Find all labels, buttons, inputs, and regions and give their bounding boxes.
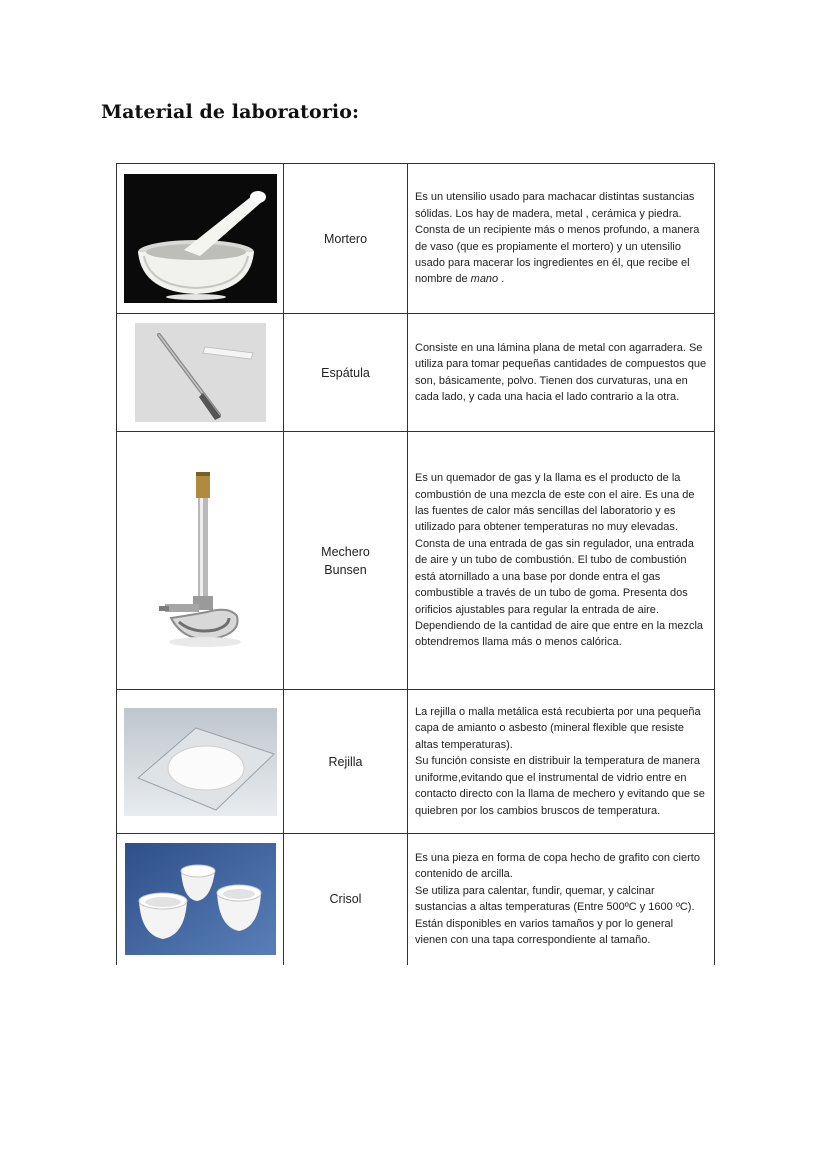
material-name-cell	[284, 690, 408, 834]
table-row	[117, 432, 715, 690]
lab-materials-table	[116, 163, 715, 965]
description-paragraph: Consta de una entrada de gas sin regulador, una entrada de aire y un tubo de combustión. El tubo de combustión está atornillado a una base por donde entra el gas combustible a través de un tubo de goma. Presenta dos orificios ajustables para regular la entrada de aire. Dependiendo de la cantidad de aire que entre en la mezcla obtendremos llama más o menos calórica.	[415, 537, 704, 649]
image-cell	[117, 834, 284, 965]
crucibles-image	[125, 843, 276, 955]
description-paragraph: Consta de un recipiente más o menos profundo, a manera de vaso (que es propiamente el mortero) y un utensilio usado para macerar los ingredientes en él, que recibe el nombre de mano .	[415, 224, 700, 286]
description-cell	[408, 314, 715, 432]
description-paragraph: Es un quemador de gas y la llama es el producto de la combustión de una mezcla de este con el aire. Es una de las fuentes de calor más sencillas del laboratorio y es utilizado para obtener temperaturas no muy elevadas.	[415, 472, 695, 534]
material-name: Rejilla	[328, 754, 363, 769]
italic-term: mano	[470, 273, 499, 286]
description-paragraph: Es un utensilio usado para machacar distintas sustancias sólidas. Los hay de madera, metal , cerámica y piedra.	[415, 191, 695, 220]
material-name-cell	[284, 834, 408, 965]
material-name: Mortero	[323, 231, 368, 246]
table-row	[117, 834, 715, 965]
material-name-cell	[284, 432, 408, 690]
material-name: Bunsen	[324, 562, 367, 577]
table-row	[117, 690, 715, 834]
spatula-image	[135, 323, 266, 422]
mortar-pestle-image	[124, 174, 277, 303]
material-name-cell	[284, 164, 408, 314]
table-row	[117, 164, 715, 314]
description-paragraph: Es una pieza en forma de copa hecho de grafito con cierto contenido de arcilla.	[415, 852, 700, 881]
description-cell	[408, 834, 715, 965]
material-name: Crisol	[329, 892, 362, 907]
description-paragraph: Su función consiste en distribuir la temperatura de manera uniforme,evitando que el instrumental de vidrio entre en contacto directo con la llama de mechero y evitando que se quiebren por los cambios bruscos de temperatura.	[415, 755, 705, 817]
description-cell	[408, 164, 715, 314]
image-cell	[117, 690, 284, 834]
material-name-cell	[284, 314, 408, 432]
material-name: Espátula	[321, 365, 370, 380]
image-cell	[117, 164, 284, 314]
material-name: Mechero	[321, 544, 370, 559]
description-paragraph: Se utiliza para calentar, fundir, quemar, y calcinar sustancias a altas temperaturas (Entre 500ºC y 1600 ºC). Están disponibles en varios tamaños y por lo general vienen con una tapa correspondiente al tamaño.	[415, 884, 695, 947]
description-paragraph: Consiste en una lámina plana de metal con agarradera. Se utiliza para tomar pequeñas cantidades de compuestos que son, básicamente, polvo. Tienen dos curvaturas, una en cada lado, y cada una hacia el lado contrario a la otra.	[415, 341, 707, 403]
wire-gauze-image	[124, 708, 277, 816]
bunsen-burner-image	[145, 466, 255, 656]
table-row	[117, 314, 715, 432]
description-paragraph: La rejilla o malla metálica está recubierta por una pequeña capa de amianto o asbesto (mineral flexible que resiste altas temperaturas).	[415, 706, 701, 751]
description-cell	[408, 432, 715, 690]
image-cell	[117, 432, 284, 690]
image-cell	[117, 314, 284, 432]
description-cell	[408, 690, 715, 834]
page-title: Material de laboratorio:	[101, 101, 360, 123]
